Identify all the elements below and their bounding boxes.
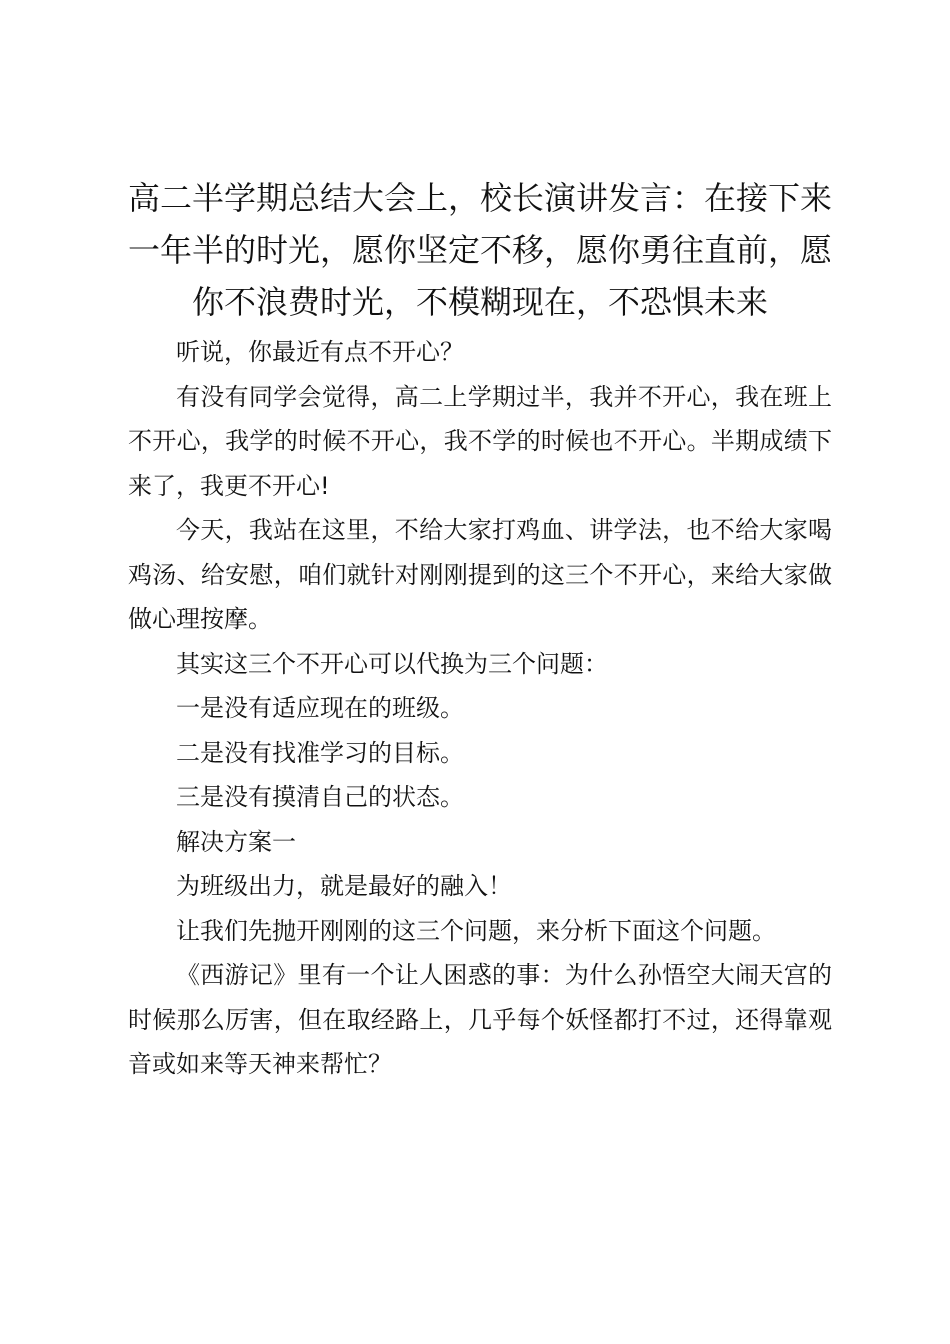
paragraph: 其实这三个不开心可以代换为三个问题：: [176, 649, 608, 678]
paragraph: 三是没有摸清自己的状态。: [176, 783, 464, 811]
document-title: 高二半学期总结大会上，校长演讲发言：在接下来一年半的时光，愿你坚定不移，愿你勇往直前，愿你不浪费时光，不模糊现在，不恐惧未来: [128, 179, 833, 321]
paragraph: 今天，我站在这里，不给大家打鸡血、讲学法，也不给大家喝鸡汤、给安慰，咱们就针对刚刚提到的这三个不开心，来给大家做做心理按摩。: [128, 516, 832, 633]
paragraph: 《西游记》里有一个让人困惑的事：为什么孙悟空大闹天宫的时候那么厉害，但在取经路上，几乎每个妖怪都打不过，还得靠观音或如来等天神来帮忙？: [128, 961, 832, 1078]
section-heading: 解决方案一: [176, 827, 296, 856]
document-page: [128, 172, 832, 1087]
paragraph: 二是没有找准学习的目标。: [176, 738, 464, 767]
paragraph: 为班级出力，就是最好的融入！: [176, 872, 512, 900]
paragraph: 让我们先抛开刚刚的这三个问题，来分析下面这个问题。: [176, 916, 776, 945]
paragraph: 听说，你最近有点不开心？: [176, 338, 464, 366]
paragraph: 有没有同学会觉得，高二上学期过半，我并不开心，我在班上不开心，我学的时候不开心，我不学的时候也不开心。半期成绩下来了，我更不开心!: [128, 382, 832, 500]
paragraph: 一是没有适应现在的班级。: [176, 694, 464, 722]
